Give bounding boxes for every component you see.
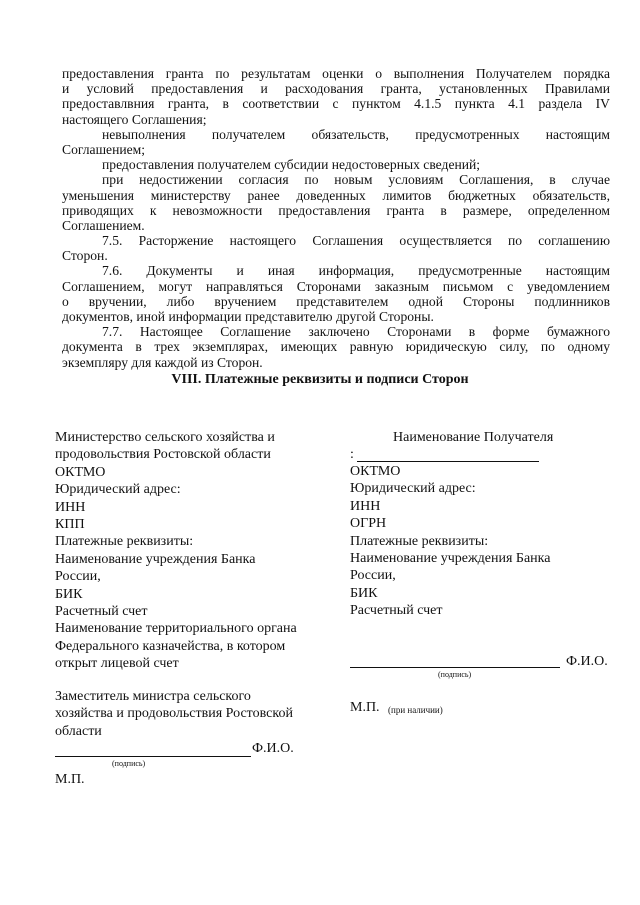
- requisite-line: Наименование территориального органа: [55, 621, 297, 637]
- recipient-title: Наименование Получателя: [393, 430, 554, 445]
- text-line: уменьшения министерству ранее доведенных лимитов бюджетных обязательств,: [62, 187, 610, 203]
- ministry-stamp: М.П.: [55, 772, 85, 787]
- text-line: о вручении, либо вручением представителем одной Стороны подлинников: [62, 293, 610, 309]
- signer-line: Заместитель министра сельского: [55, 689, 251, 704]
- requisite-line: России,: [55, 569, 101, 585]
- requisite-line: БИК: [55, 586, 83, 602]
- ministry-signer: [55, 688, 335, 740]
- requisite-line: Платежные реквизиты:: [55, 534, 194, 550]
- ministry-requisites: [55, 429, 325, 673]
- section-7-text: [62, 66, 610, 370]
- requisite-line: ОКТМО: [55, 464, 106, 480]
- requisite-line: Юридический адрес:: [350, 481, 476, 497]
- recipient-colon: :: [350, 447, 354, 462]
- recipient-stamp: М.П.: [350, 700, 380, 715]
- section-heading: VIII. Платежные реквизиты и подписи Сторон: [171, 372, 469, 387]
- requisite-line: Расчетный счет: [55, 604, 148, 620]
- signer-line: хозяйства и продовольствия Ростовской: [55, 706, 293, 722]
- requisite-line: продовольствия Ростовской области: [55, 447, 271, 463]
- text-line: документов, иной информации представителю другой Стороны.: [62, 309, 434, 324]
- recipient-signature-caption: (подпись): [438, 670, 472, 679]
- ministry-fio: Ф.И.О.: [252, 741, 294, 756]
- recipient-name-line: [357, 461, 539, 462]
- requisite-line: ОГРН: [350, 516, 387, 532]
- requisite-line: ИНН: [350, 498, 381, 514]
- recipient-fio: Ф.И.О.: [566, 654, 608, 669]
- requisite-line: Платежные реквизиты:: [350, 533, 489, 549]
- text-line: настоящего Соглашения;: [62, 111, 207, 127]
- recipient-requisites: [350, 463, 620, 620]
- ministry-signature-caption: (подпись): [112, 759, 146, 768]
- requisite-line: КПП: [55, 517, 85, 533]
- requisite-line: Федерального казначейства, в котором: [55, 638, 286, 654]
- text-line: Соглашением.: [62, 217, 145, 233]
- text-line: документа в трех экземплярах, имеющих равную юридическую силу, по одному: [62, 339, 610, 355]
- text-line: Сторон.: [62, 248, 108, 264]
- requisite-line: Расчетный счет: [350, 603, 443, 619]
- recipient-stamp-note: (при наличии): [388, 705, 443, 715]
- requisite-line: России,: [350, 568, 396, 584]
- requisite-line: ИНН: [55, 499, 86, 515]
- requisite-line: Наименование учреждения Банка: [55, 551, 256, 567]
- text-line: при недостижении согласия по новым условиям Соглашения, в случае: [102, 172, 610, 188]
- text-line: и условий предоставления и расходования гранта, установленных Правилами: [62, 81, 610, 97]
- signer-line: области: [55, 723, 102, 739]
- ministry-signature-line: [55, 756, 251, 757]
- recipient-signature-line: [350, 667, 560, 668]
- requisite-line: Министерство сельского хозяйства и: [55, 430, 275, 445]
- text-line: 7.5. Расторжение настоящего Соглашения осуществляется по соглашению: [102, 233, 610, 249]
- text-line: 7.7. Настоящее Соглашение заключено Сторонами в форме бумажного: [102, 324, 610, 340]
- text-line: экземпляру для каждой из Сторон.: [62, 354, 263, 370]
- text-line: предоставления получателем субсидии недостоверных сведений;: [102, 157, 481, 173]
- text-line: невыполнения получателем обязательств, предусмотренных настоящим: [102, 126, 610, 142]
- requisite-line: БИК: [350, 585, 378, 601]
- text-line: Соглашением, могут направляться Сторонами заказным письмом с уведомлением: [62, 278, 610, 294]
- text-line: 7.6. Документы и иная информация, предусмотренные настоящим: [102, 263, 610, 279]
- requisite-line: открыт лицевой счет: [55, 656, 179, 672]
- requisite-line: Юридический адрес:: [55, 482, 181, 498]
- requisite-line: ОКТМО: [350, 464, 401, 479]
- text-line: приводящих к невозможности предоставления гранта в размере, определенном: [62, 202, 610, 218]
- requisite-line: Наименование учреждения Банка: [350, 551, 551, 567]
- text-line: Соглашением;: [62, 141, 146, 157]
- text-line: предоставления гранта по результатам оценки о выполнения Получателем порядка: [62, 66, 610, 81]
- text-line: предоставлвния гранта, в соответствии с пунктом 4.1.5 пункта 4.1 раздела IV: [62, 96, 610, 112]
